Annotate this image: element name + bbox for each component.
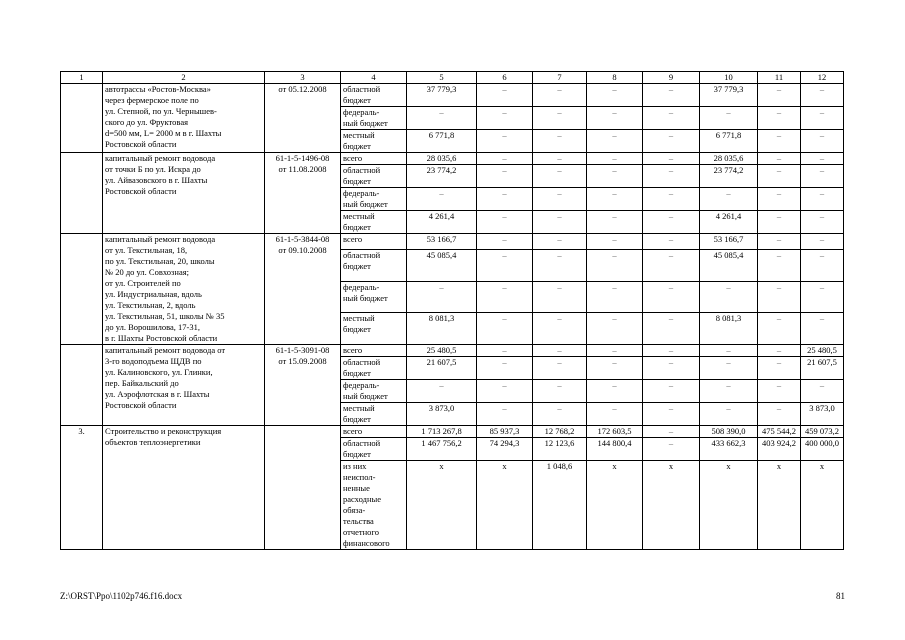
amount-cell: –: [643, 380, 700, 403]
item-document: от 05.12.2008: [265, 84, 341, 153]
amount-cell: –: [587, 357, 643, 380]
item-name: капитальный ремонт водовода от 3-го водоподъема ЩДВ по ул. Калиновского, ул. Глинки, пер. Байкальский до ул. Аэрофлотская в г. Шахты Ростовской области: [103, 345, 265, 426]
amount-cell: x: [407, 461, 477, 550]
amount-cell: –: [533, 130, 587, 153]
amount-cell: 1 048,6: [533, 461, 587, 550]
amount-cell: –: [643, 153, 700, 165]
amount-cell: 459 073,2: [801, 426, 844, 438]
funding-source: всего: [341, 234, 407, 250]
amount-cell: –: [700, 380, 758, 403]
amount-cell: –: [643, 357, 700, 380]
amount-cell: –: [587, 153, 643, 165]
amount-cell: –: [700, 357, 758, 380]
funding-source: местный бюджет: [341, 403, 407, 426]
item-number: 3.: [61, 426, 103, 550]
funding-source: федераль- ный бюджет: [341, 188, 407, 211]
budget-table: [60, 71, 844, 550]
amount-cell: –: [587, 165, 643, 188]
amount-cell: –: [643, 234, 700, 250]
amount-cell: –: [477, 211, 533, 234]
amount-cell: –: [533, 380, 587, 403]
item-document: 61-1-5-3091-08 от 15.09.2008: [265, 345, 341, 426]
amount-cell: –: [643, 426, 700, 438]
amount-cell: 85 937,3: [477, 426, 533, 438]
amount-cell: –: [700, 107, 758, 130]
amount-cell: –: [407, 380, 477, 403]
item-name: Строительство и реконструкция объектов теплоэнергетики: [103, 426, 265, 550]
amount-cell: 1 467 756,2: [407, 438, 477, 461]
column-number: 11: [758, 72, 801, 84]
amount-cell: –: [587, 211, 643, 234]
column-number: 4: [341, 72, 407, 84]
funding-source: областной бюджет: [341, 84, 407, 107]
amount-cell: 433 662,3: [700, 438, 758, 461]
amount-cell: 25 480,5: [407, 345, 477, 357]
amount-cell: –: [477, 345, 533, 357]
item-number: [61, 84, 103, 153]
amount-cell: –: [587, 188, 643, 211]
amount-cell: –: [407, 107, 477, 130]
column-number: 1: [61, 72, 103, 84]
amount-cell: –: [533, 357, 587, 380]
amount-cell: –: [587, 313, 643, 345]
amount-cell: –: [477, 250, 533, 282]
amount-cell: –: [477, 281, 533, 313]
amount-cell: –: [801, 165, 844, 188]
amount-cell: 403 924,2: [758, 438, 801, 461]
amount-cell: 3 873,0: [407, 403, 477, 426]
amount-cell: –: [587, 281, 643, 313]
amount-cell: –: [533, 84, 587, 107]
funding-source: всего: [341, 426, 407, 438]
amount-cell: 53 166,7: [407, 234, 477, 250]
amount-cell: –: [477, 403, 533, 426]
amount-cell: x: [758, 461, 801, 550]
amount-cell: 23 774,2: [700, 165, 758, 188]
amount-cell: x: [477, 461, 533, 550]
amount-cell: 28 035,6: [407, 153, 477, 165]
amount-cell: –: [700, 403, 758, 426]
column-number: 10: [700, 72, 758, 84]
amount-cell: –: [758, 281, 801, 313]
funding-source: местный бюджет: [341, 313, 407, 345]
amount-cell: –: [758, 313, 801, 345]
amount-cell: 8 081,3: [407, 313, 477, 345]
amount-cell: 28 035,6: [700, 153, 758, 165]
amount-cell: –: [758, 403, 801, 426]
amount-cell: 53 166,7: [700, 234, 758, 250]
amount-cell: –: [758, 250, 801, 282]
amount-cell: –: [533, 153, 587, 165]
amount-cell: –: [801, 281, 844, 313]
amount-cell: –: [801, 211, 844, 234]
amount-cell: –: [587, 234, 643, 250]
amount-cell: 6 771,8: [407, 130, 477, 153]
funding-source: областной бюджет: [341, 250, 407, 282]
amount-cell: x: [587, 461, 643, 550]
amount-cell: –: [477, 165, 533, 188]
amount-cell: –: [643, 313, 700, 345]
item-number: [61, 345, 103, 426]
column-number: 2: [103, 72, 265, 84]
amount-cell: 508 390,0: [700, 426, 758, 438]
amount-cell: –: [587, 250, 643, 282]
amount-cell: –: [643, 165, 700, 188]
amount-cell: 1 713 267,8: [407, 426, 477, 438]
item-document: [265, 426, 341, 550]
item-number: [61, 234, 103, 345]
amount-cell: 74 294,3: [477, 438, 533, 461]
column-number: 7: [533, 72, 587, 84]
amount-cell: –: [587, 403, 643, 426]
funding-source: федераль- ный бюджет: [341, 380, 407, 403]
amount-cell: –: [801, 188, 844, 211]
amount-cell: 3 873,0: [801, 403, 844, 426]
amount-cell: –: [477, 130, 533, 153]
column-number: 5: [407, 72, 477, 84]
funding-source: областной бюджет: [341, 357, 407, 380]
amount-cell: –: [477, 357, 533, 380]
funding-source: федераль- ный бюджет: [341, 281, 407, 313]
amount-cell: –: [758, 345, 801, 357]
amount-cell: –: [533, 313, 587, 345]
item-name: автотрассы «Ростов-Москва» через фермерское поле по ул. Степной, по ул. Чернышев- ского до ул. Фруктовая d=500 мм, L= 2000 м в г. Шахты Ростовской области: [103, 84, 265, 153]
column-number: 12: [801, 72, 844, 84]
funding-source: всего: [341, 345, 407, 357]
amount-cell: –: [700, 281, 758, 313]
table-row: [61, 153, 844, 165]
column-number: 6: [477, 72, 533, 84]
item-document: 61-1-5-3844-08 от 09.10.2008: [265, 234, 341, 345]
table-row: [61, 84, 844, 107]
amount-cell: –: [587, 84, 643, 107]
column-number: 8: [587, 72, 643, 84]
amount-cell: –: [801, 380, 844, 403]
amount-cell: –: [758, 130, 801, 153]
amount-cell: –: [643, 130, 700, 153]
amount-cell: –: [643, 281, 700, 313]
amount-cell: 45 085,4: [700, 250, 758, 282]
amount-cell: –: [587, 107, 643, 130]
item-number: [61, 153, 103, 234]
amount-cell: –: [643, 345, 700, 357]
amount-cell: –: [477, 153, 533, 165]
amount-cell: –: [758, 165, 801, 188]
amount-cell: x: [643, 461, 700, 550]
amount-cell: –: [533, 281, 587, 313]
page-number: 81: [836, 591, 845, 601]
amount-cell: 37 779,3: [700, 84, 758, 107]
funding-source: из них неиспол- ненные расходные обяза- тельства отчетного финансового: [341, 461, 407, 550]
funding-source: местный бюджет: [341, 211, 407, 234]
amount-cell: –: [477, 313, 533, 345]
table-row: [61, 345, 844, 357]
amount-cell: –: [477, 107, 533, 130]
amount-cell: –: [407, 188, 477, 211]
funding-source: всего: [341, 153, 407, 165]
amount-cell: x: [801, 461, 844, 550]
amount-cell: –: [533, 107, 587, 130]
amount-cell: –: [758, 234, 801, 250]
table-row: [61, 426, 844, 438]
funding-source: местный бюджет: [341, 130, 407, 153]
amount-cell: 4 261,4: [407, 211, 477, 234]
amount-cell: 45 085,4: [407, 250, 477, 282]
item-document: 61-1-5-1496-08 от 11.08.2008: [265, 153, 341, 234]
amount-cell: –: [643, 188, 700, 211]
amount-cell: –: [477, 234, 533, 250]
amount-cell: 6 771,8: [700, 130, 758, 153]
amount-cell: –: [643, 107, 700, 130]
amount-cell: –: [477, 380, 533, 403]
column-number: 9: [643, 72, 700, 84]
amount-cell: –: [801, 84, 844, 107]
amount-cell: 21 607,5: [407, 357, 477, 380]
amount-cell: 25 480,5: [801, 345, 844, 357]
amount-cell: 37 779,3: [407, 84, 477, 107]
amount-cell: –: [643, 250, 700, 282]
amount-cell: –: [533, 165, 587, 188]
amount-cell: –: [758, 84, 801, 107]
amount-cell: –: [587, 380, 643, 403]
amount-cell: –: [533, 250, 587, 282]
amount-cell: 144 800,4: [587, 438, 643, 461]
amount-cell: –: [643, 211, 700, 234]
amount-cell: –: [801, 107, 844, 130]
amount-cell: –: [477, 84, 533, 107]
amount-cell: –: [533, 403, 587, 426]
amount-cell: 12 768,2: [533, 426, 587, 438]
amount-cell: –: [533, 188, 587, 211]
amount-cell: 21 607,5: [801, 357, 844, 380]
amount-cell: 23 774,2: [407, 165, 477, 188]
amount-cell: –: [643, 438, 700, 461]
item-name: капитальный ремонт водовода от точки Б по ул. Искра до ул. Айвазовского в г. Шахты Ростовской области: [103, 153, 265, 234]
amount-cell: –: [758, 188, 801, 211]
amount-cell: –: [587, 130, 643, 153]
column-number-row: [61, 72, 844, 84]
footer-file-path: Z:\ORST\Ppo\1102p746.f16.docx: [60, 591, 183, 601]
column-number: 3: [265, 72, 341, 84]
amount-cell: 475 544,2: [758, 426, 801, 438]
amount-cell: –: [801, 313, 844, 345]
amount-cell: –: [801, 234, 844, 250]
amount-cell: 400 000,0: [801, 438, 844, 461]
amount-cell: –: [801, 130, 844, 153]
amount-cell: x: [700, 461, 758, 550]
amount-cell: 8 081,3: [700, 313, 758, 345]
amount-cell: –: [643, 403, 700, 426]
amount-cell: –: [533, 234, 587, 250]
amount-cell: –: [758, 380, 801, 403]
amount-cell: 4 261,4: [700, 211, 758, 234]
amount-cell: –: [407, 281, 477, 313]
amount-cell: –: [477, 188, 533, 211]
amount-cell: –: [758, 107, 801, 130]
amount-cell: –: [700, 345, 758, 357]
amount-cell: –: [758, 211, 801, 234]
amount-cell: –: [533, 345, 587, 357]
amount-cell: 172 603,5: [587, 426, 643, 438]
amount-cell: –: [758, 357, 801, 380]
amount-cell: –: [643, 84, 700, 107]
item-name: капитальный ремонт водовода от ул. Текстильная, 18, по ул. Текстильная, 20, школы № 20 до ул. Совхозная; от ул. Строителей по ул. Индустриальная, вдоль ул. Текстильная, 2, вдоль ул. Текстильная, 51, школы № 35 до ул. Ворошилова, 17-31, в г. Шахты Ростовской области: [103, 234, 265, 345]
funding-source: областной бюджет: [341, 438, 407, 461]
amount-cell: –: [801, 153, 844, 165]
funding-source: федераль- ный бюджет: [341, 107, 407, 130]
amount-cell: –: [587, 345, 643, 357]
table-row: [61, 234, 844, 250]
amount-cell: 12 123,6: [533, 438, 587, 461]
funding-source: областной бюджет: [341, 165, 407, 188]
amount-cell: –: [801, 250, 844, 282]
amount-cell: –: [758, 153, 801, 165]
amount-cell: –: [533, 211, 587, 234]
amount-cell: –: [700, 188, 758, 211]
